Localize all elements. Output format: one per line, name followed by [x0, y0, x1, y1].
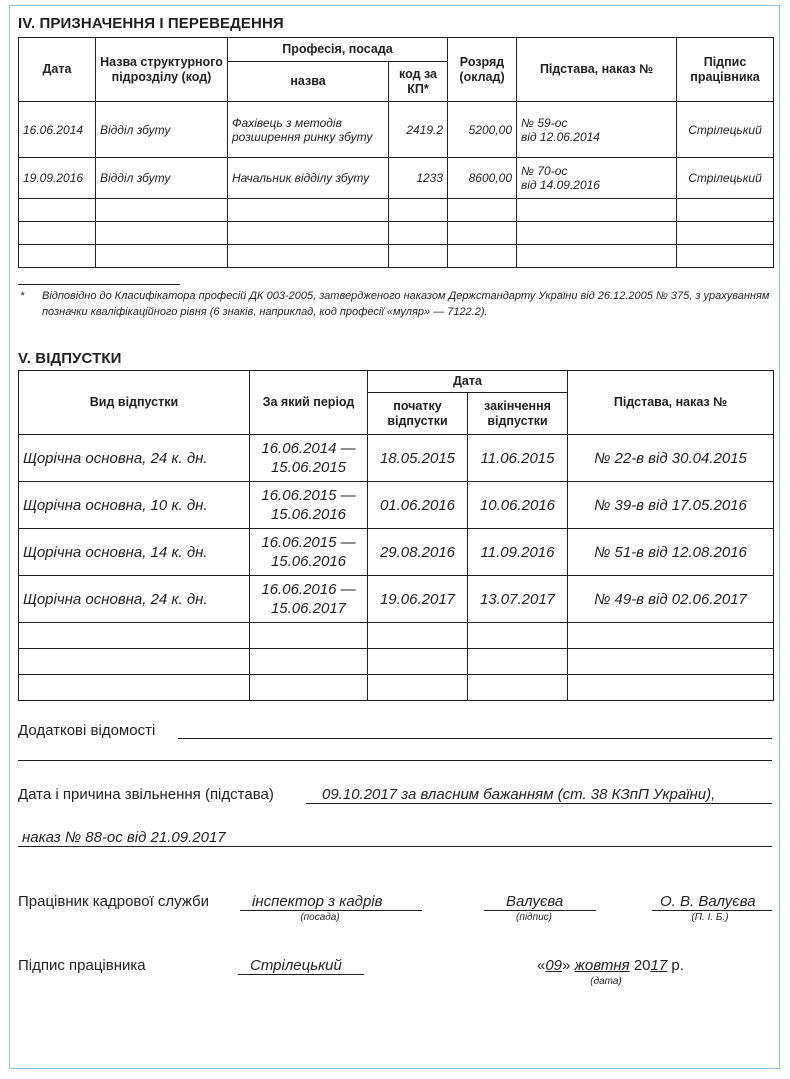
row-code: 2419.2 [389, 102, 448, 158]
hr-position: інспектор з кадрів [252, 893, 383, 910]
hr-signature-line[interactable] [484, 910, 596, 911]
hr-signature: Валуєва [506, 893, 564, 910]
row-end: 10.06.2016 [468, 482, 568, 529]
hr-name: О. В. Валуєва [660, 893, 756, 910]
row-end: 13.07.2017 [468, 576, 568, 623]
employee-signature-line[interactable] [238, 974, 364, 975]
period-to: 15.06.2016 [270, 506, 347, 523]
row-order: № 49-в від 02.06.2017 [568, 576, 774, 623]
header-profession: Професія, посада [228, 38, 448, 62]
header-period: За який період [250, 371, 368, 435]
hr-position-caption: (посада) [300, 912, 340, 923]
row-unit: Відділ збуту [96, 102, 228, 158]
header-basis: Підстава, наказ № [568, 371, 774, 435]
row-date: 16.06.2014 [19, 102, 96, 158]
table-row [19, 435, 774, 482]
row-grade: 5200,00 [448, 102, 517, 158]
period-from: 16.06.2015 — [261, 487, 356, 504]
header-prof-name: назва [228, 62, 389, 102]
row-position: Фахівець з методів розширення ринку збуту [228, 102, 389, 158]
row-start: 19.06.2017 [368, 576, 468, 623]
table-row [19, 529, 774, 576]
section-title-appointments: IV. ПРИЗНАЧЕННЯ І ПЕРЕВЕДЕННЯ [18, 15, 284, 32]
header-date: Дата [368, 371, 568, 393]
hr-position-line[interactable] [240, 910, 422, 911]
order-date: від 12.06.2014 [521, 129, 600, 144]
period-from: 16.06.2015 — [261, 534, 356, 551]
empty-row [19, 675, 774, 701]
employee-signature-label: Підпис працівника [18, 957, 146, 974]
row-period [250, 576, 368, 623]
header-start: початку відпустки [368, 393, 468, 435]
header-vacation-type: Вид відпустки [19, 371, 250, 435]
dismissal-order: наказ № 88-ос від 21.09.2017 [22, 829, 226, 846]
hr-name-caption: (П. І. Б.) [691, 912, 729, 923]
dismissal-reason: 09.10.2017 за власним бажанням (ст. 38 КЗпП України), [322, 786, 716, 803]
date-year-prefix: 20 [633, 957, 651, 974]
order-date: від 14.09.2016 [521, 178, 600, 192]
row-order: № 22-в від 30.04.2015 [568, 435, 774, 482]
date-quote-open: « [537, 957, 546, 974]
row-start: 18.05.2015 [368, 435, 468, 482]
appointments-table [18, 37, 774, 268]
row-order: № 51-в від 12.08.2016 [568, 529, 774, 576]
row-period [250, 482, 368, 529]
additional-label: Додаткові відомості [18, 722, 156, 739]
header-unit: Назва структурного підрозділу (код) [96, 38, 228, 102]
empty-row [19, 649, 774, 675]
row-end: 11.06.2015 [468, 435, 568, 482]
row-period [250, 435, 368, 482]
row-period [250, 529, 368, 576]
table-row [19, 576, 774, 623]
row-order [517, 158, 677, 199]
additional-line-1[interactable] [178, 738, 772, 739]
hr-label: Працівник кадрової служби [18, 893, 209, 910]
header-basis: Підстава, наказ № [517, 38, 677, 102]
footnote-separator [18, 284, 180, 285]
row-position: Начальник відділу збуту [228, 158, 389, 199]
date-caption: (дата) [590, 976, 622, 987]
date-year-end: р. [667, 957, 684, 974]
row-start: 29.08.2016 [368, 529, 468, 576]
order-number: № 59-ос [521, 115, 568, 130]
table-row [19, 482, 774, 529]
row-end: 11.09.2016 [468, 529, 568, 576]
date-year-suffix: 17 [650, 957, 668, 974]
employee-date [537, 957, 684, 974]
footnote-text: Відповідно до Класифікатора професій ДК 003-2005, затвердженого наказом Держстандарту України від 26.12.2005 № 375, з урахуванням позначки кваліфікаційного рівня (6 знаків, наприклад, код професії «муляр» — 7122.2). [42, 290, 770, 318]
period-to: 15.06.2016 [270, 553, 347, 570]
row-start: 01.06.2016 [368, 482, 468, 529]
header-signature: Підпис працівника [677, 38, 774, 102]
section-title-vacations: V. ВІДПУСТКИ [18, 350, 122, 367]
row-order [517, 102, 677, 158]
row-unit: Відділ збуту [96, 158, 228, 199]
header-prof-code: код за КП* [389, 62, 448, 102]
empty-row [19, 222, 774, 245]
dismissal-line-1[interactable] [306, 803, 772, 804]
row-grade: 8600,00 [448, 158, 517, 199]
date-day: 09 [545, 957, 563, 974]
dismissal-label: Дата і причина звільнення (підстава) [18, 786, 274, 803]
hr-name-line[interactable] [652, 910, 772, 911]
dismissal-line-2[interactable] [18, 846, 772, 847]
row-vacation-type: Щорічна основна, 10 к. дн. [19, 482, 250, 529]
footnote [18, 288, 778, 320]
row-signature: Стрілецький [677, 102, 774, 158]
vacations-table [18, 370, 774, 701]
date-month: жовтня [574, 957, 630, 974]
additional-line-2[interactable] [18, 760, 772, 761]
hr-signature-caption: (підпис) [516, 912, 552, 923]
row-date: 19.09.2016 [19, 158, 96, 199]
row-signature: Стрілецький [677, 158, 774, 199]
header-date: Дата [19, 38, 96, 102]
footnote-mark: * [20, 290, 25, 302]
period-to: 15.06.2015 [270, 459, 347, 476]
header-end: закінчення відпустки [468, 393, 568, 435]
period-from: 16.06.2016 — [261, 581, 356, 598]
table-row [19, 158, 774, 199]
row-code: 1233 [389, 158, 448, 199]
row-vacation-type: Щорічна основна, 14 к. дн. [19, 529, 250, 576]
period-to: 15.06.2017 [270, 600, 347, 617]
header-grade: Розряд (оклад) [448, 38, 517, 102]
empty-row [19, 199, 774, 222]
order-number: № 70-ос [521, 164, 568, 178]
row-order: № 39-в від 17.05.2016 [568, 482, 774, 529]
empty-row [19, 623, 774, 649]
empty-row [19, 245, 774, 268]
date-quote-close: » [562, 957, 571, 974]
period-from: 16.06.2014 — [261, 440, 356, 457]
table-row [19, 102, 774, 158]
employee-signature: Стрілецький [250, 957, 342, 974]
row-vacation-type: Щорічна основна, 24 к. дн. [19, 576, 250, 623]
row-vacation-type: Щорічна основна, 24 к. дн. [19, 435, 250, 482]
